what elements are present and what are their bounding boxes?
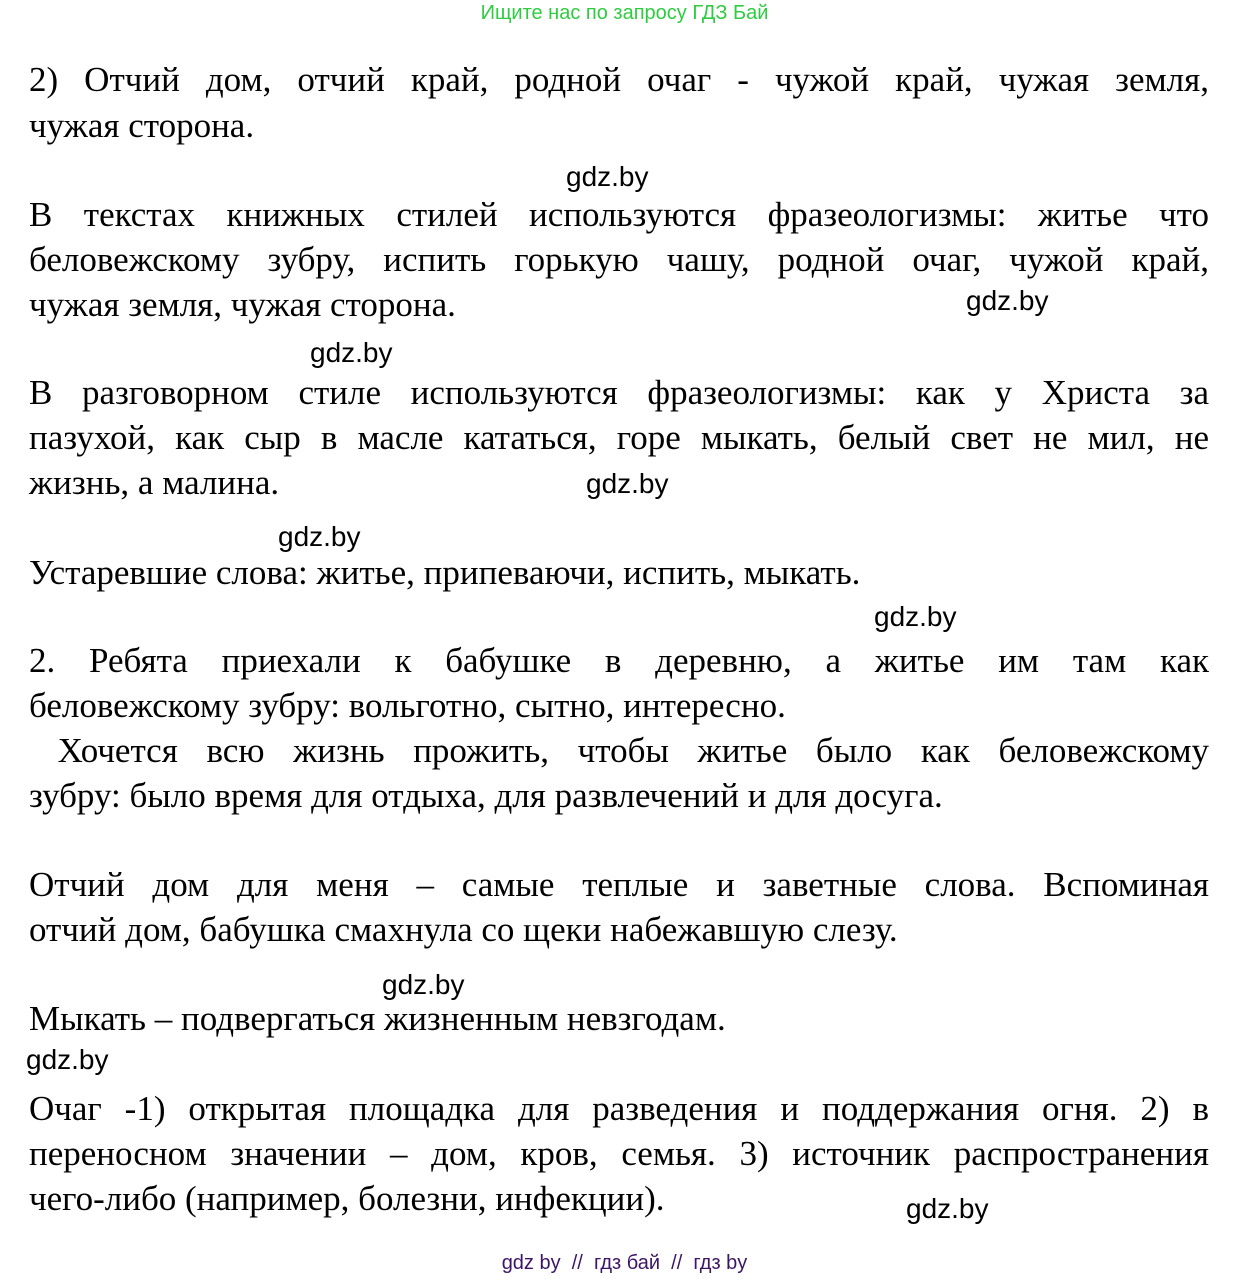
text-line: Мыкать – подвергаться жизненным невзгодам. — [29, 999, 726, 1038]
text-line: зубру: было время для отдыха, для развлечений и для досуга. — [29, 776, 943, 815]
text-line: чужая земля, чужая сторона. — [29, 285, 456, 324]
text-line: отчий дом, бабушка смахнула со щеки набежавшую слезу. — [29, 910, 898, 949]
footer-links-text[interactable]: gdz by // гдз бай // гдз by — [501, 1252, 748, 1274]
watermark: gdz.by — [966, 285, 1049, 316]
watermark: gdz.by — [566, 161, 649, 192]
text-line: Отчий дом для меня – самые теплые и заветные слова. Вспоминая — [29, 865, 1209, 904]
text-line: 2. Ребята приехали к бабушке в деревню, а житье им там как — [29, 641, 1209, 680]
text-line: беловежскому зубру: вольготно, сытно, интересно. — [29, 686, 786, 725]
watermark: gdz.by — [874, 601, 957, 632]
watermark: gdz.by — [310, 337, 393, 368]
footer-links[interactable] — [0, 1250, 1249, 1276]
text-line: переносном значении – дом, кров, семья. 3) источник распространения — [29, 1134, 1209, 1173]
text-line: беловежскому зубру, испить горькую чашу, родной очаг, чужой край, — [29, 240, 1209, 279]
text-line: Хочется всю жизнь прожить, чтобы житье было как беловежскому — [29, 731, 1209, 770]
watermark: gdz.by — [906, 1193, 989, 1224]
search-hint-banner: Ищите нас по запросу ГДЗ Бай — [480, 2, 769, 24]
text-line: Очаг -1) открытая площадка для разведения и поддержания огня. 2) в — [29, 1089, 1209, 1128]
text-line: Устаревшие слова: житье, припеваючи, испить, мыкать. — [29, 553, 861, 592]
text-line: 2) Отчий дом, отчий край, родной очаг - чужой край, чужая земля, — [29, 60, 1209, 99]
text-line: В текстах книжных стилей используются фразеологизмы: житье что — [29, 195, 1209, 234]
text-line: чего-либо (например, болезни, инфекции). — [29, 1179, 665, 1218]
text-line: жизнь, а малина. — [29, 463, 280, 502]
watermark: gdz.by — [278, 521, 361, 552]
text-line: В разговорном стиле используются фразеологизмы: как у Христа за — [29, 373, 1209, 412]
watermark: gdz.by — [382, 969, 465, 1000]
watermark: gdz.by — [586, 468, 669, 499]
text-line: пазухой, как сыр в масле кататься, горе мыкать, белый свет не мил, не — [29, 418, 1209, 457]
watermark: gdz.by — [26, 1044, 109, 1075]
text-line: чужая сторона. — [29, 106, 255, 145]
